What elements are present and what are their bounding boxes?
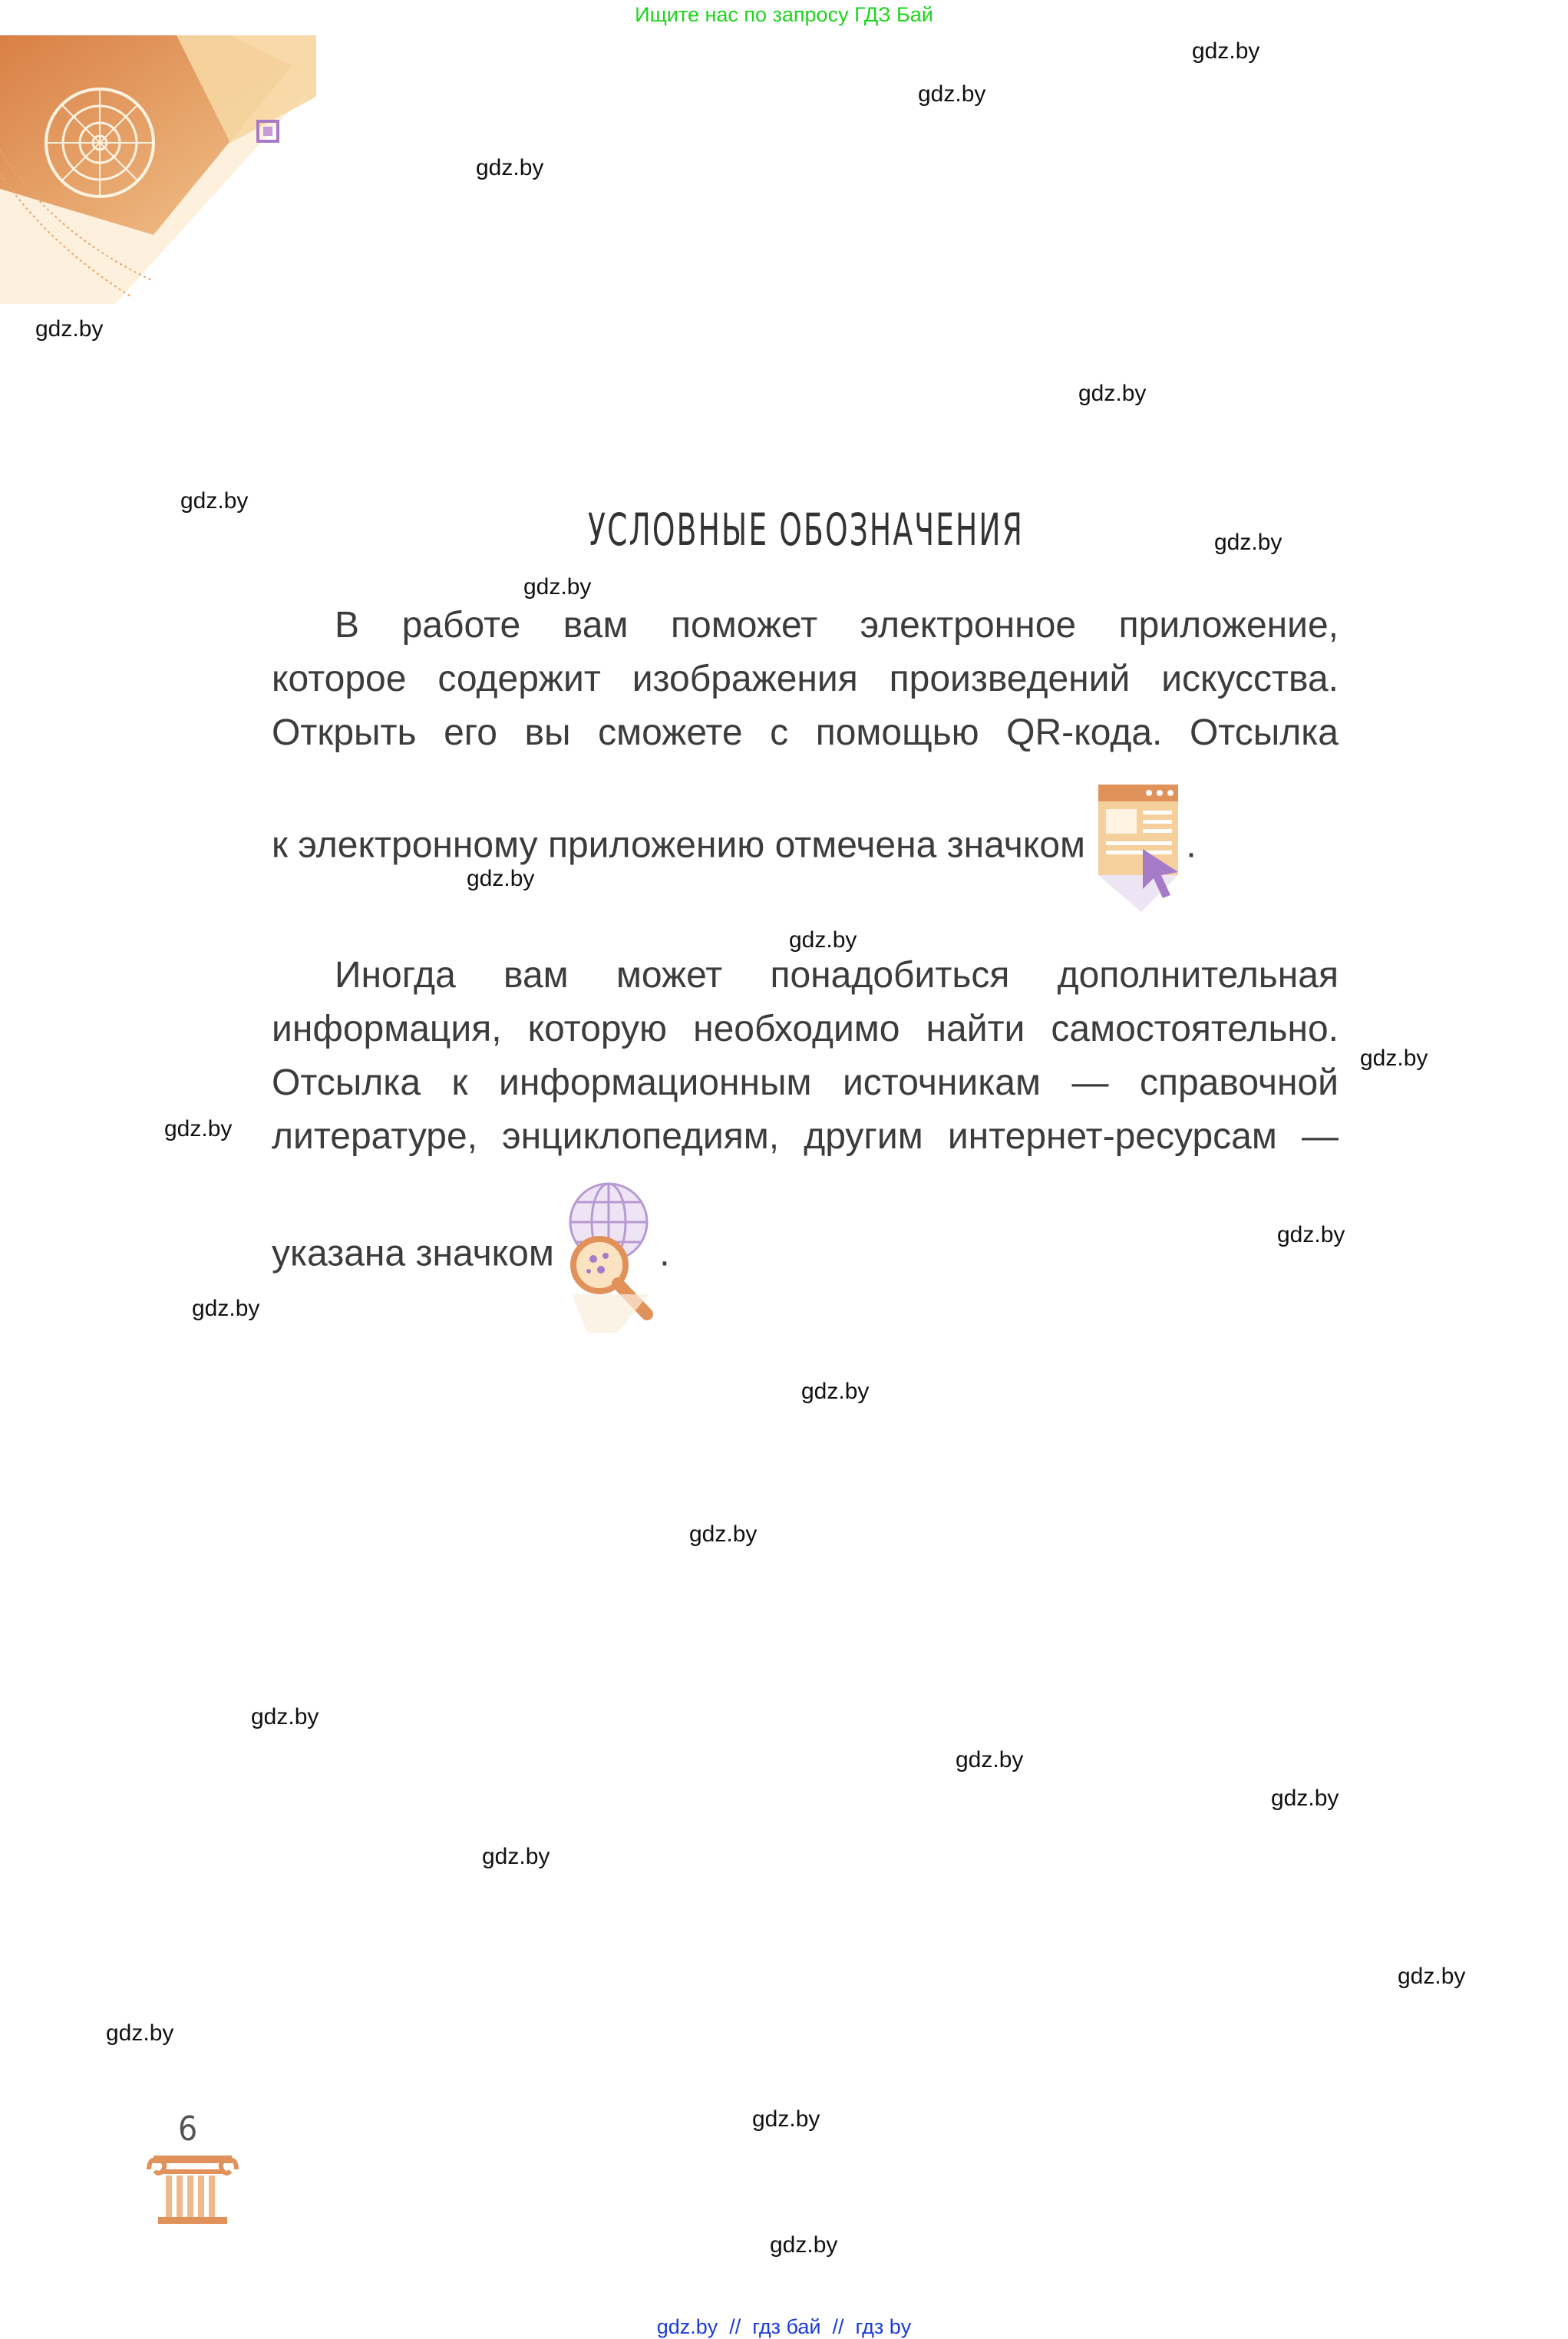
watermark-12: gdz.by bbox=[164, 1116, 233, 1141]
watermark-16: gdz.by bbox=[689, 1521, 758, 1547]
watermark-17: gdz.by bbox=[251, 1704, 319, 1729]
watermark-3: gdz.by bbox=[476, 155, 544, 180]
watermark-20: gdz.by bbox=[482, 1844, 550, 1869]
watermark-15: gdz.by bbox=[801, 1379, 870, 1404]
para2-line-5 bbox=[272, 1179, 1339, 1333]
para1-line-4 bbox=[272, 781, 1339, 913]
watermark-7: gdz.by bbox=[1214, 530, 1282, 555]
para2-line-4: литературе, энциклопедиям, другим интернет-ресурсам — bbox=[272, 1116, 1339, 1157]
paragraph-info-sources bbox=[272, 949, 1339, 1333]
para1-line-2: которое содержит изображения произведений искусства. bbox=[272, 659, 1339, 699]
footer-links: gdz.by // гдз бай // гдз by bbox=[656, 2315, 912, 2338]
para2-line-1: Иногда вам может понадобиться дополнительная bbox=[335, 955, 1339, 996]
para2-end: . bbox=[659, 1233, 670, 1274]
watermark-4: gdz.by bbox=[35, 316, 104, 342]
watermark-9: gdz.by bbox=[467, 866, 535, 891]
watermark-10: gdz.by bbox=[789, 927, 857, 953]
watermark-6: gdz.by bbox=[180, 488, 249, 514]
globe-magnifier-icon bbox=[564, 1179, 659, 1333]
watermark-24: gdz.by bbox=[770, 2232, 838, 2258]
para1-line-3: Открыть его вы сможете с помощью QR-кода. Отсылка bbox=[272, 712, 1339, 753]
watermark-1: gdz.by bbox=[1192, 38, 1260, 64]
para2-line-3: Отсылка к информационным источникам — справочной bbox=[272, 1062, 1339, 1103]
page-number: 6 bbox=[178, 2109, 198, 2149]
watermark-19: gdz.by bbox=[1271, 1786, 1339, 1811]
ionic-column-icon bbox=[143, 2152, 243, 2225]
para1-line-1: В работе вам поможет электронное приложение, bbox=[335, 605, 1339, 646]
watermark-21: gdz.by bbox=[1398, 1964, 1466, 1989]
top-banner: Ищите нас по запросу ГДЗ Бай bbox=[635, 3, 933, 26]
paragraph-electronic-app bbox=[272, 599, 1339, 913]
watermark-13: gdz.by bbox=[1277, 1222, 1345, 1247]
watermark-2: gdz.by bbox=[918, 81, 986, 107]
electronic-app-icon bbox=[1095, 781, 1186, 913]
para1-end: . bbox=[1186, 824, 1197, 866]
watermark-18: gdz.by bbox=[956, 1747, 1024, 1772]
para1-line-4-text: к электронному приложению отмечена значком bbox=[272, 824, 1086, 866]
watermark-5: gdz.by bbox=[1078, 381, 1147, 406]
watermark-8: gdz.by bbox=[523, 574, 592, 600]
para2-line-5-text: указана значком bbox=[272, 1233, 554, 1274]
watermark-22: gdz.by bbox=[106, 2020, 174, 2046]
watermark-11: gdz.by bbox=[1360, 1046, 1428, 1071]
page-heading: УСЛОВНЫЕ ОБОЗНАЧЕНИЯ bbox=[588, 504, 1024, 556]
para2-line-2: информация, которую необходимо найти самостоятельно. bbox=[272, 1009, 1339, 1049]
ammonite-shell-corner-icon bbox=[0, 35, 316, 304]
watermark-23: gdz.by bbox=[752, 2106, 820, 2132]
watermark-14: gdz.by bbox=[192, 1296, 260, 1321]
